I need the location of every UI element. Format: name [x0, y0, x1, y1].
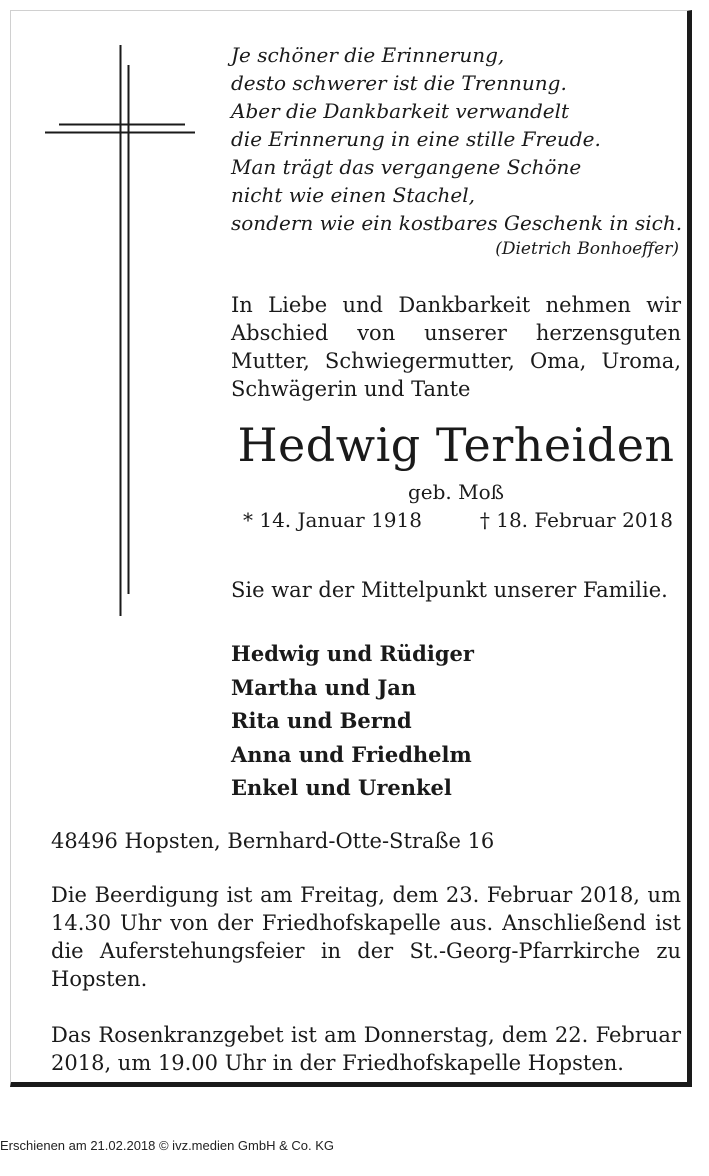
poem-line: nicht wie einen Stachel,: [231, 183, 475, 207]
publication-credit: Erschienen am 21.02.2018 © ivz.medien GmbH & Co. KG: [0, 1138, 335, 1153]
family-list: [231, 637, 681, 805]
poem-line: Je schöner die Erinnerung,: [231, 43, 505, 67]
cross-icon: [11, 11, 211, 631]
poem-attribution: (Dietrich Bonhoeffer): [495, 239, 679, 259]
life-dates: [243, 506, 673, 534]
deceased-name: Hedwig Terheiden: [237, 418, 675, 472]
funeral-details: Die Beerdigung ist am Freitag, dem 23. Februar 2018, um 14.30 Uhr von der Friedhofskapelle aus. Anschließend ist die Auferstehungsfeier in der St.-Georg-Pfarrkirche zu Hopsten.: [51, 883, 681, 991]
family-member: Anna und Friedhelm: [231, 741, 472, 767]
family-member: Martha und Jan: [231, 674, 417, 700]
address: 48496 Hopsten, Bernhard-Otte-Straße 16: [51, 829, 495, 853]
poem-line: sondern wie ein kostbares Geschenk in sich.: [231, 211, 683, 235]
intro-text: In Liebe und Dankbarkeit nehmen wir Abschied von unserer herzensguten Mutter, Schwiegermutter, Oma, Uroma, Schwägerin und Tante: [231, 293, 681, 401]
family-member: Hedwig und Rüdiger: [231, 641, 474, 666]
maiden-name: geb. Moß: [407, 480, 505, 504]
obituary-notice: [10, 10, 692, 1087]
birth-date: * 14. Januar 1918: [243, 508, 422, 532]
family-member: Rita und Bernd: [231, 708, 412, 733]
poem-line: die Erinnerung in eine stille Freude.: [231, 127, 601, 151]
family-member: Enkel und Urenkel: [231, 775, 452, 800]
poem-line: Man trägt das vergangene Schöne: [231, 155, 582, 179]
tribute-text: Sie war der Mittelpunkt unserer Familie.: [231, 578, 668, 602]
poem-line: desto schwerer ist die Trennung.: [231, 71, 567, 95]
rosary-details: Das Rosenkranzgebet ist am Donnerstag, dem 22. Februar 2018, um 19.00 Uhr in der Friedhofskapelle Hopsten.: [51, 1023, 681, 1075]
death-date: † 18. Februar 2018: [479, 508, 673, 532]
poem-line: Aber die Dankbarkeit verwandelt: [231, 99, 570, 123]
poem: [231, 41, 681, 237]
